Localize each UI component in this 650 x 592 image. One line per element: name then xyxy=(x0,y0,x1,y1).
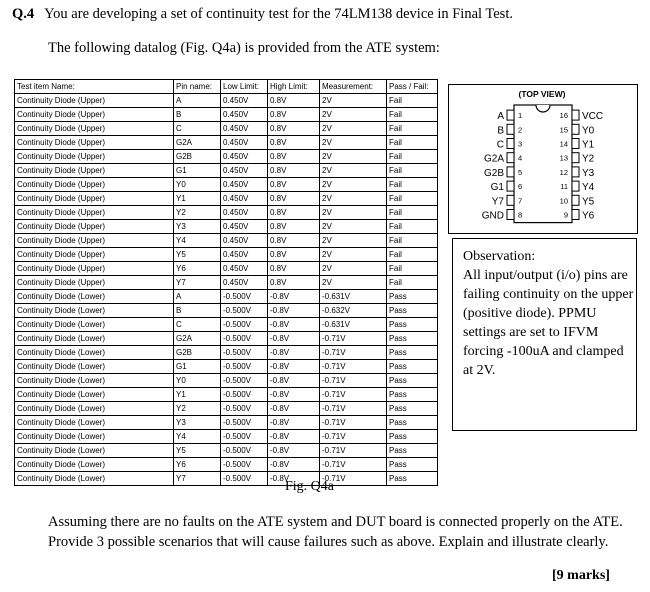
header-cell: Pin name: xyxy=(174,80,221,94)
table-cell: Fail xyxy=(387,262,438,276)
table-cell: G1 xyxy=(174,164,221,178)
pin-number: 8 xyxy=(518,210,523,220)
table-row xyxy=(15,360,438,374)
table-cell: -0.71V xyxy=(320,388,387,402)
table-row xyxy=(15,122,438,136)
table-cell: Y2 xyxy=(174,402,221,416)
table-cell: Continuity Diode (Lower) xyxy=(15,402,174,416)
pin-label: GND xyxy=(481,210,504,222)
table-cell: Y7 xyxy=(174,276,221,290)
table-cell: Continuity Diode (Upper) xyxy=(15,220,174,234)
table-cell: Y7 xyxy=(174,472,221,486)
table-cell: 0.8V xyxy=(268,178,320,192)
table-cell: G2B xyxy=(174,346,221,360)
table-cell: Fail xyxy=(387,248,438,262)
table-cell: 0.450V xyxy=(221,122,268,136)
table-cell: Continuity Diode (Lower) xyxy=(15,360,174,374)
question-number: Q.4 xyxy=(12,6,35,22)
table-cell: Continuity Diode (Lower) xyxy=(15,472,174,486)
pinout-svg xyxy=(449,85,637,233)
question-line xyxy=(12,6,513,23)
table-cell: Pass xyxy=(387,388,438,402)
table-cell: Continuity Diode (Lower) xyxy=(15,430,174,444)
table-row xyxy=(15,472,438,486)
table-cell: 0.450V xyxy=(221,178,268,192)
table-cell: 0.8V xyxy=(268,122,320,136)
table-cell: Continuity Diode (Lower) xyxy=(15,388,174,402)
table-cell: 0.8V xyxy=(268,262,320,276)
table-cell: -0.8V xyxy=(268,304,320,318)
table-cell: 2V xyxy=(320,178,387,192)
table-cell: Y4 xyxy=(174,234,221,248)
table-row xyxy=(15,346,438,360)
pin-number: 12 xyxy=(559,167,568,177)
table-cell: 0.450V xyxy=(221,192,268,206)
pin-label: G2A xyxy=(483,153,504,165)
table-cell: B xyxy=(174,304,221,318)
table-row xyxy=(15,416,438,430)
table-cell: Continuity Diode (Lower) xyxy=(15,346,174,360)
table-cell: Y4 xyxy=(174,430,221,444)
pin-number: 7 xyxy=(518,196,523,206)
table-cell: A xyxy=(174,290,221,304)
pin-number: 14 xyxy=(559,139,568,149)
table-cell: Pass xyxy=(387,416,438,430)
table-cell: Fail xyxy=(387,192,438,206)
table-cell: -0.500V xyxy=(221,290,268,304)
table-cell: Y3 xyxy=(174,416,221,430)
table-cell: -0.500V xyxy=(221,444,268,458)
question-text: You are developing a set of continuity test for the 74LM138 device in Final Test. xyxy=(44,6,513,22)
table-cell: -0.8V xyxy=(268,458,320,472)
pin-label: Y0 xyxy=(582,125,595,137)
table-cell: Y3 xyxy=(174,220,221,234)
task-text: Assuming there are no faults on the ATE system and DUT board is connected properly on the ATE. Provide 3 possible scenarios that will cause failures such as above. Explain and illustrate clearly. xyxy=(48,514,623,550)
pin-label: Y5 xyxy=(582,196,595,208)
table-cell: C xyxy=(174,318,221,332)
table-row xyxy=(15,304,438,318)
table-cell: Pass xyxy=(387,374,438,388)
table-cell: Y1 xyxy=(174,388,221,402)
table-cell: Continuity Diode (Upper) xyxy=(15,262,174,276)
table-cell: 2V xyxy=(320,248,387,262)
table-cell: Y5 xyxy=(174,248,221,262)
observation-text: All input/output (i/o) pins are failing continuity on the upper (positive diode). PPMU settings are set to IFVM forcing -100uA and clamped at 2V. xyxy=(463,268,634,378)
figure-caption: Fig. Q4a xyxy=(285,479,334,494)
table-cell: 0.450V xyxy=(221,220,268,234)
pin-label: Y4 xyxy=(582,182,595,194)
table-cell: Y1 xyxy=(174,192,221,206)
table-row xyxy=(15,388,438,402)
table-cell: Continuity Diode (Upper) xyxy=(15,234,174,248)
table-row xyxy=(15,192,438,206)
table-cell: 0.8V xyxy=(268,220,320,234)
pin-number: 13 xyxy=(559,153,568,163)
pin-label: Y1 xyxy=(582,139,595,151)
pin-pad-right xyxy=(572,167,579,177)
pin-number: 16 xyxy=(559,111,568,121)
table-cell: -0.71V xyxy=(320,444,387,458)
table-cell: -0.71V xyxy=(320,374,387,388)
pin-pad-left xyxy=(507,167,514,177)
table-row xyxy=(15,150,438,164)
table-row xyxy=(15,290,438,304)
table-row xyxy=(15,220,438,234)
pin-label: G2B xyxy=(483,167,504,179)
pin-pad-left xyxy=(507,139,514,149)
table-row xyxy=(15,458,438,472)
table-cell: Continuity Diode (Lower) xyxy=(15,332,174,346)
table-row xyxy=(15,206,438,220)
table-cell: Continuity Diode (Lower) xyxy=(15,416,174,430)
table-cell: -0.8V xyxy=(268,332,320,346)
table-cell: 0.8V xyxy=(268,276,320,290)
table-cell: -0.8V xyxy=(268,374,320,388)
table-cell: Continuity Diode (Upper) xyxy=(15,178,174,192)
table-cell: Pass xyxy=(387,304,438,318)
table-cell: 0.8V xyxy=(268,248,320,262)
table-cell: -0.631V xyxy=(320,318,387,332)
table-cell: 2V xyxy=(320,220,387,234)
table-row xyxy=(15,108,438,122)
header-cell: Test item Name: xyxy=(15,80,174,94)
table-cell: Y0 xyxy=(174,374,221,388)
header-cell: Pass / Fail: xyxy=(387,80,438,94)
table-cell: 0.450V xyxy=(221,262,268,276)
table-cell: Y2 xyxy=(174,206,221,220)
table-cell: 2V xyxy=(320,136,387,150)
table-cell: 0.8V xyxy=(268,164,320,178)
table-cell: Continuity Diode (Lower) xyxy=(15,458,174,472)
table-cell: Pass xyxy=(387,290,438,304)
table-cell: -0.8V xyxy=(268,360,320,374)
table-cell: 0.8V xyxy=(268,108,320,122)
observation-box xyxy=(452,238,637,431)
table-cell: 0.8V xyxy=(268,94,320,108)
table-cell: 2V xyxy=(320,122,387,136)
pin-label: A xyxy=(497,111,504,123)
table-cell: Continuity Diode (Upper) xyxy=(15,248,174,262)
pin-label: Y7 xyxy=(491,196,504,208)
table-cell: -0.500V xyxy=(221,388,268,402)
table-cell: Fail xyxy=(387,94,438,108)
table-cell: 0.450V xyxy=(221,136,268,150)
datalog-table xyxy=(14,79,438,486)
table-cell: Continuity Diode (Upper) xyxy=(15,276,174,290)
table-row xyxy=(15,402,438,416)
table-row xyxy=(15,178,438,192)
table-row xyxy=(15,262,438,276)
table-cell: Pass xyxy=(387,402,438,416)
table-cell: 0.8V xyxy=(268,150,320,164)
table-row xyxy=(15,318,438,332)
table-cell: Fail xyxy=(387,164,438,178)
table-cell: Pass xyxy=(387,332,438,346)
table-cell: 0.8V xyxy=(268,136,320,150)
table-row xyxy=(15,94,438,108)
table-cell: 0.450V xyxy=(221,94,268,108)
pin-number: 6 xyxy=(518,182,523,192)
table-cell: Pass xyxy=(387,346,438,360)
header-cell: High Limit: xyxy=(268,80,320,94)
table-cell: -0.71V xyxy=(320,458,387,472)
table-cell: 2V xyxy=(320,262,387,276)
table-cell: -0.500V xyxy=(221,332,268,346)
table-cell: -0.500V xyxy=(221,416,268,430)
table-cell: 2V xyxy=(320,276,387,290)
pin-label: G1 xyxy=(490,182,504,194)
pin-number: 9 xyxy=(563,210,568,220)
table-cell: Fail xyxy=(387,136,438,150)
pin-number: 10 xyxy=(559,196,568,206)
table-cell: -0.632V xyxy=(320,304,387,318)
table-cell: 0.450V xyxy=(221,276,268,290)
table-cell: Fail xyxy=(387,276,438,290)
table-cell: Continuity Diode (Lower) xyxy=(15,444,174,458)
table-cell: Fail xyxy=(387,220,438,234)
table-cell: 2V xyxy=(320,108,387,122)
table-cell: Continuity Diode (Upper) xyxy=(15,136,174,150)
table-cell: A xyxy=(174,94,221,108)
table-cell: Continuity Diode (Upper) xyxy=(15,206,174,220)
table-cell: -0.8V xyxy=(268,346,320,360)
table-cell: Continuity Diode (Upper) xyxy=(15,94,174,108)
table-row xyxy=(15,248,438,262)
pin-pad-left xyxy=(507,153,514,163)
table-cell: Continuity Diode (Lower) xyxy=(15,318,174,332)
table-cell: G1 xyxy=(174,360,221,374)
table-cell: Y6 xyxy=(174,458,221,472)
table-cell: 2V xyxy=(320,192,387,206)
table-cell: -0.8V xyxy=(268,472,320,486)
table-cell: Continuity Diode (Lower) xyxy=(15,304,174,318)
pin-number: 11 xyxy=(560,182,568,192)
table-cell: -0.8V xyxy=(268,430,320,444)
table-cell: Continuity Diode (Upper) xyxy=(15,108,174,122)
pin-pad-left xyxy=(507,210,514,220)
pin-pad-right xyxy=(572,139,579,149)
pin-pad-left xyxy=(507,195,514,205)
table-cell: -0.500V xyxy=(221,472,268,486)
table-cell: Y0 xyxy=(174,178,221,192)
table-row xyxy=(15,374,438,388)
pin-number: 4 xyxy=(518,153,523,163)
table-cell: Fail xyxy=(387,150,438,164)
table-cell: 2V xyxy=(320,94,387,108)
pin-label: C xyxy=(496,139,504,151)
table-cell: -0.8V xyxy=(268,444,320,458)
table-cell: Continuity Diode (Lower) xyxy=(15,290,174,304)
table-cell: -0.500V xyxy=(221,346,268,360)
table-cell: -0.8V xyxy=(268,402,320,416)
table-cell: 0.8V xyxy=(268,206,320,220)
pin-number: 15 xyxy=(559,125,568,135)
pin-pad-right xyxy=(572,181,579,191)
table-cell: 0.450V xyxy=(221,108,268,122)
table-cell: -0.71V xyxy=(320,332,387,346)
table-cell: Fail xyxy=(387,178,438,192)
table-cell: Continuity Diode (Upper) xyxy=(15,164,174,178)
table-cell: -0.500V xyxy=(221,458,268,472)
pin-number: 3 xyxy=(518,139,523,149)
table-cell: Fail xyxy=(387,122,438,136)
table-cell: -0.8V xyxy=(268,416,320,430)
table-row xyxy=(15,332,438,346)
table-cell: Fail xyxy=(387,108,438,122)
pin-pad-right xyxy=(572,195,579,205)
table-cell: Continuity Diode (Lower) xyxy=(15,374,174,388)
pin-number: 5 xyxy=(518,167,523,177)
pin-pad-right xyxy=(572,124,579,134)
header-cell: Measurement: xyxy=(320,80,387,94)
table-cell: 0.8V xyxy=(268,234,320,248)
table-cell: -0.71V xyxy=(320,402,387,416)
header-row xyxy=(15,80,438,94)
pin-pad-right xyxy=(572,210,579,220)
table-cell: -0.8V xyxy=(268,388,320,402)
pin-pad-left xyxy=(507,124,514,134)
table-cell: Pass xyxy=(387,444,438,458)
table-cell: -0.71V xyxy=(320,360,387,374)
pin-number: 1 xyxy=(518,111,523,121)
table-row xyxy=(15,234,438,248)
table-cell: Continuity Diode (Upper) xyxy=(15,192,174,206)
table-row xyxy=(15,444,438,458)
table-cell: -0.71V xyxy=(320,346,387,360)
pin-label: Y6 xyxy=(582,210,595,222)
table-cell: 2V xyxy=(320,234,387,248)
table-cell: -0.500V xyxy=(221,304,268,318)
pin-pad-left xyxy=(507,110,514,120)
table-cell: 0.450V xyxy=(221,164,268,178)
table-cell: -0.500V xyxy=(221,360,268,374)
table-cell: -0.71V xyxy=(320,472,387,486)
table-cell: 2V xyxy=(320,150,387,164)
table-cell: -0.8V xyxy=(268,318,320,332)
table-cell: 0.450V xyxy=(221,248,268,262)
table-row xyxy=(15,164,438,178)
pin-pad-right xyxy=(572,153,579,163)
table-cell: -0.500V xyxy=(221,402,268,416)
table-cell: Continuity Diode (Upper) xyxy=(15,150,174,164)
table-cell: Fail xyxy=(387,206,438,220)
table-cell: -0.8V xyxy=(268,290,320,304)
table-cell: -0.500V xyxy=(221,374,268,388)
table-row xyxy=(15,136,438,150)
header-cell: Low Limit: xyxy=(221,80,268,94)
table-cell: 0.450V xyxy=(221,234,268,248)
table-cell: -0.71V xyxy=(320,416,387,430)
table-cell: Y5 xyxy=(174,444,221,458)
table-cell: Continuity Diode (Upper) xyxy=(15,122,174,136)
table-cell: 0.450V xyxy=(221,150,268,164)
table-cell: Pass xyxy=(387,458,438,472)
table-cell: Pass xyxy=(387,360,438,374)
table-cell: G2A xyxy=(174,332,221,346)
table-cell: B xyxy=(174,108,221,122)
table-cell: 0.8V xyxy=(268,192,320,206)
table-cell: Pass xyxy=(387,430,438,444)
table-cell: -0.500V xyxy=(221,430,268,444)
table-cell: Pass xyxy=(387,318,438,332)
pinout-diagram xyxy=(448,84,638,234)
pin-label: VCC xyxy=(582,111,604,123)
marks-label: [9 marks] xyxy=(552,568,610,583)
observation-heading: Observation: xyxy=(463,249,536,264)
pin-number: 2 xyxy=(518,125,523,135)
table-cell: G2B xyxy=(174,150,221,164)
table-cell: Fail xyxy=(387,234,438,248)
table-row xyxy=(15,276,438,290)
pin-label: B xyxy=(497,125,504,137)
pin-pad-left xyxy=(507,181,514,191)
pin-pad-right xyxy=(572,110,579,120)
table-cell: Pass xyxy=(387,472,438,486)
table-row xyxy=(15,430,438,444)
table-cell: Y6 xyxy=(174,262,221,276)
table-cell: 2V xyxy=(320,206,387,220)
table-cell: -0.631V xyxy=(320,290,387,304)
table-cell: G2A xyxy=(174,136,221,150)
pinout-title: (TOP VIEW) xyxy=(518,89,566,99)
table-cell: -0.500V xyxy=(221,318,268,332)
table-cell: C xyxy=(174,122,221,136)
table-cell: 2V xyxy=(320,164,387,178)
pin-label: Y3 xyxy=(582,167,595,179)
table-cell: 0.450V xyxy=(221,206,268,220)
pin-label: Y2 xyxy=(582,153,595,165)
datalog-intro: The following datalog (Fig. Q4a) is provided from the ATE system: xyxy=(48,40,440,56)
table-cell: -0.71V xyxy=(320,430,387,444)
